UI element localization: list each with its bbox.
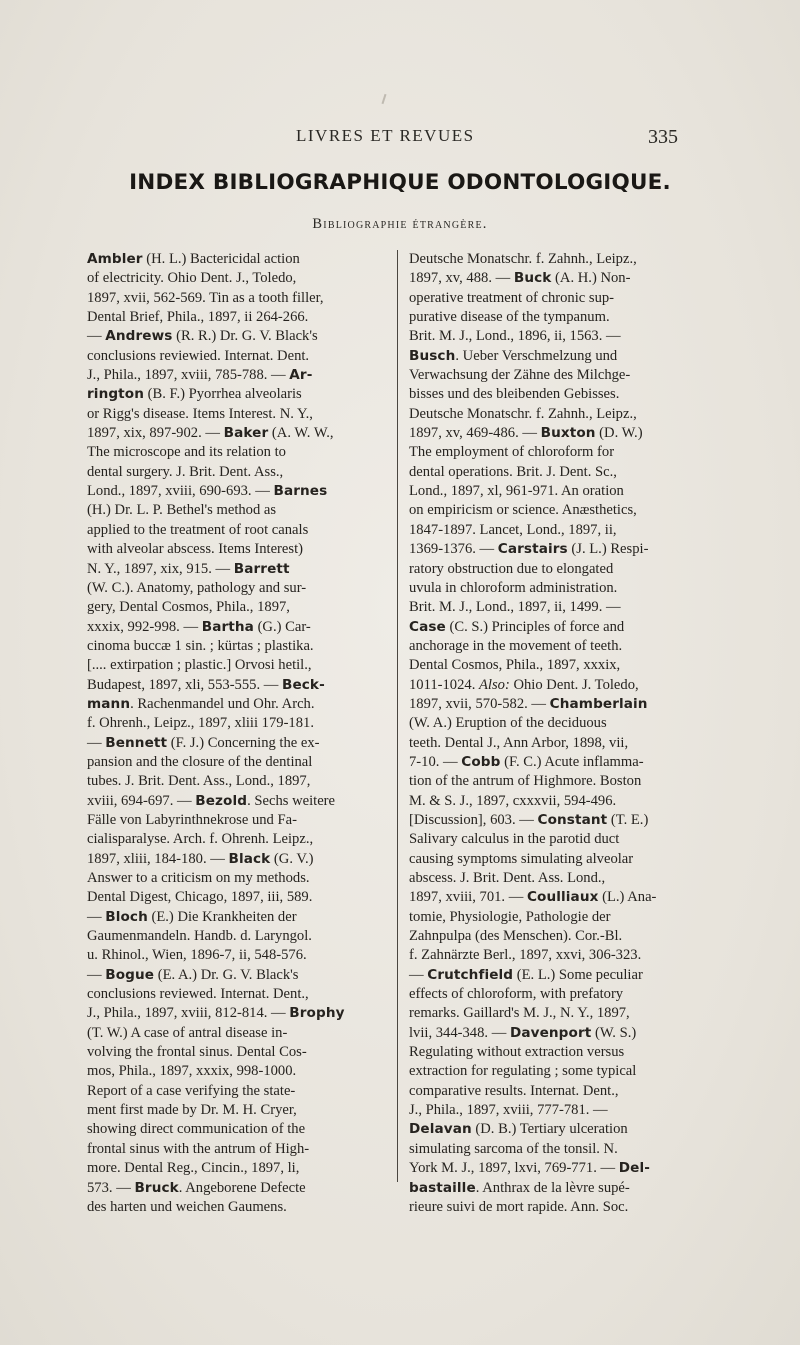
author-name: Constant <box>537 811 608 828</box>
author-name: Buck <box>513 270 552 287</box>
text-run: Regulating without extraction versus <box>409 1044 625 1061</box>
text-run: (B. F.) Pyorrhea alveolaris <box>144 386 302 403</box>
author-name: Black <box>228 850 271 867</box>
text-run: or Rigg's disease. Items Interest. N. Y., <box>87 405 313 422</box>
text-line <box>409 1082 710 1101</box>
text-line <box>409 521 710 540</box>
text-line <box>409 753 710 772</box>
author-name: Case <box>409 618 446 635</box>
text-run: gery, Dental Cosmos, Phila., 1897, <box>87 599 290 616</box>
text-run: (L.) Ana- <box>598 889 657 906</box>
text-line <box>87 443 389 462</box>
text-line <box>409 327 710 346</box>
text-line <box>409 772 710 791</box>
author-name: Ar- <box>289 367 313 384</box>
author-name: Bennett <box>105 734 168 751</box>
text-run: of electricity. Ohio Dent. J., Toledo, <box>87 270 297 287</box>
text-line <box>87 308 389 327</box>
text-line <box>409 811 710 830</box>
text-line <box>87 598 389 617</box>
text-run: bisses und des bleibenden Gebisses. <box>409 386 620 403</box>
text-line <box>87 366 389 385</box>
text-line <box>409 463 710 482</box>
text-line <box>409 850 710 869</box>
text-line <box>409 269 710 288</box>
text-line <box>87 560 389 579</box>
text-line <box>409 908 710 927</box>
text-line <box>87 985 389 1004</box>
text-line <box>87 618 389 637</box>
text-run: ment first made by Dr. M. H. Cryer, <box>87 1102 297 1119</box>
text-line <box>87 501 389 520</box>
author-name: Davenport <box>509 1024 592 1041</box>
author-name: Brophy <box>289 1005 345 1022</box>
text-run: Lond., 1897, xl, 961-971. An oration <box>409 483 624 500</box>
text-line <box>87 405 389 424</box>
text-run: (A. W. W., <box>268 425 334 442</box>
text-run: (R. R.) Dr. G. V. Black's <box>172 328 318 345</box>
text-run: with alveolar abscess. Items Interest) <box>87 541 303 558</box>
text-run: The microscope and its relation to <box>87 444 286 461</box>
text-run: (T. E.) <box>607 811 649 828</box>
text-run: Gaumenmandeln. Handb. d. Laryngol. <box>87 928 312 945</box>
text-line <box>409 618 710 637</box>
text-line <box>409 869 710 888</box>
author-name: Ambler <box>87 251 143 267</box>
text-run: Lond., 1897, xviii, 690-693. — <box>87 483 274 500</box>
text-line <box>409 734 710 753</box>
text-line <box>87 463 389 482</box>
text-line <box>409 443 710 462</box>
text-run: — <box>87 966 106 983</box>
text-line <box>87 424 389 443</box>
text-run: anchorage in the movement of teeth. <box>409 637 623 654</box>
author-name: Bruck <box>134 1179 179 1196</box>
text-line <box>409 656 710 675</box>
author-name: Crutchfield <box>427 966 514 983</box>
author-name: Carstairs <box>497 541 568 558</box>
text-run: 1369-1376. — <box>409 541 498 558</box>
text-line <box>409 637 710 656</box>
text-line <box>409 1062 710 1081</box>
text-run: ratory obstruction due to elongated <box>409 560 614 577</box>
text-run: Zahnpulpa (des Menschen). Cor.-Bl. <box>409 928 623 945</box>
text-run: . Angeborene Defecte <box>178 1179 306 1196</box>
text-line <box>87 482 389 501</box>
text-line <box>87 714 389 733</box>
text-line <box>87 772 389 791</box>
author-name: Coulliaux <box>526 889 599 906</box>
text-line <box>87 579 389 598</box>
text-run: . Ueber Verschmelzung und <box>455 347 618 364</box>
text-run: 1897, xvii, 570-582. — <box>409 695 550 712</box>
text-run: (T. W.) A case of antral disease in- <box>87 1024 288 1041</box>
author-name: Andrews <box>105 328 173 345</box>
text-run: uvula in chloroform administration. <box>409 579 618 596</box>
author-name: Beck- <box>281 676 325 693</box>
text-line <box>87 385 389 404</box>
text-line <box>409 366 710 385</box>
text-run: conclusions reviewied. Internat. Dent. <box>87 347 310 364</box>
text-line <box>87 927 389 946</box>
text-run: 1897, xvii, 562-569. Tin as a tooth filler, <box>87 289 324 306</box>
text-line <box>87 250 389 269</box>
text-run: (C. S.) Principles of force and <box>445 618 625 635</box>
text-line <box>87 1082 389 1101</box>
text-line <box>87 908 389 927</box>
author-name: Barrett <box>233 560 290 577</box>
text-run: [.... extirpation ; plastic.] Orvosi hetil., <box>87 657 312 674</box>
text-run: 1897, xv, 488. — <box>409 270 514 287</box>
text-line <box>409 347 710 366</box>
text-line <box>87 1043 389 1062</box>
right-column <box>409 250 710 1217</box>
text-run: Dental Brief, Phila., 1897, ii 264-266. <box>87 309 309 326</box>
text-line <box>409 405 710 424</box>
text-line <box>87 888 389 907</box>
text-line <box>87 1024 389 1043</box>
text-line <box>409 792 710 811</box>
text-run: (E. L.) Some peculiar <box>513 966 643 983</box>
text-line <box>87 1004 389 1023</box>
text-run: cialisparalyse. Arch. f. Ohrenh. Leipz., <box>87 831 314 848</box>
running-head <box>0 126 800 148</box>
author-name: Delavan <box>409 1121 472 1138</box>
text-line <box>409 1004 710 1023</box>
text-run: showing direct communication of the <box>87 1121 306 1138</box>
text-run: (E. A.) Dr. G. V. Black's <box>154 966 299 983</box>
text-line <box>409 888 710 907</box>
text-run: Dental Digest, Chicago, 1897, iii, 589. <box>87 889 313 906</box>
text-run: [Discussion], 603. — <box>409 811 538 828</box>
text-line <box>409 250 710 269</box>
text-run: frontal sinus with the antrum of High- <box>87 1140 310 1157</box>
text-run: — <box>87 328 106 345</box>
italic-text: Also: <box>479 676 510 693</box>
text-run: Deutsche Monatschr. f. Zahnh., Leipz., <box>409 405 637 422</box>
text-line <box>409 482 710 501</box>
text-run: J., Phila., 1897, xviii, 785-788. — <box>87 367 290 384</box>
text-line <box>409 1120 710 1139</box>
text-line <box>87 1120 389 1139</box>
text-line <box>87 734 389 753</box>
text-line <box>409 985 710 1004</box>
text-run: (J. L.) Respi- <box>567 541 649 558</box>
text-run: 1897, xv, 469-486. — <box>409 425 541 442</box>
text-run: N. Y., 1897, xix, 915. — <box>87 560 234 577</box>
text-run: (F. C.) Acute inflamma- <box>500 753 644 770</box>
text-run: (F. J.) Concerning the ex- <box>167 734 320 751</box>
text-run: (H. L.) Bactericidal action <box>142 251 300 267</box>
text-line <box>87 753 389 772</box>
author-name: Busch <box>409 347 456 364</box>
text-run: 1897, xliii, 184-180. — <box>87 850 229 867</box>
text-line <box>409 966 710 985</box>
text-run: operative treatment of chronic sup- <box>409 289 615 306</box>
text-run: f. Ohrenh., Leipz., 1897, xliii 179-181. <box>87 715 314 732</box>
text-run: . Rachenmandel und Ohr. Arch. <box>130 695 315 712</box>
text-line <box>409 714 710 733</box>
text-line <box>409 289 710 308</box>
text-run: rieure suivi de mort rapide. Ann. Soc. <box>409 1198 629 1215</box>
text-run: applied to the treatment of root canals <box>87 521 309 538</box>
text-run: Brit. M. J., Lond., 1896, ii, 1563. — <box>409 328 621 345</box>
text-line <box>87 540 389 559</box>
author-name: Baker <box>223 425 269 442</box>
text-run: The employment of chloroform for <box>409 444 615 461</box>
text-run: tomie, Physiologie, Pathologie der <box>409 908 611 925</box>
author-name: Bogue <box>105 966 155 983</box>
text-run: more. Dental Reg., Cincin., 1897, li, <box>87 1160 300 1177</box>
text-line <box>409 830 710 849</box>
text-run: causing symptoms simulating alveolar <box>409 850 634 867</box>
text-run: xviii, 694-697. — <box>87 792 196 809</box>
text-run: simulating sarcoma of the tonsil. N. <box>409 1140 618 1157</box>
text-run: Fälle von Labyrinthnekrose und Fa- <box>87 811 297 828</box>
text-line <box>409 1043 710 1062</box>
text-run: (G.) Car- <box>253 618 311 635</box>
page-number: 335 <box>648 126 678 148</box>
text-line <box>409 579 710 598</box>
text-line <box>87 946 389 965</box>
text-run: — <box>87 908 106 925</box>
text-run: York M. J., 1897, lxvi, 769-771. — <box>409 1160 619 1177</box>
text-line <box>87 811 389 830</box>
author-name: Buxton <box>540 425 596 442</box>
text-run: teeth. Dental J., Ann Arbor, 1898, vii, <box>409 734 629 751</box>
text-run: (G. V.) <box>270 850 314 867</box>
text-line <box>87 289 389 308</box>
text-line <box>409 598 710 617</box>
text-run: on empiricism or science. Anæsthetics, <box>409 502 637 519</box>
text-run: purative disease of the tympanum. <box>409 309 610 326</box>
text-run: (W. S.) <box>591 1024 637 1041</box>
text-run: (D. W.) <box>595 425 643 442</box>
text-run: conclusions reviewed. Internat. Dent., <box>87 986 309 1003</box>
text-line <box>87 1198 389 1217</box>
text-line <box>87 1140 389 1159</box>
text-run: Ohio Dent. J. Toledo, <box>509 676 639 693</box>
text-line <box>409 927 710 946</box>
text-run: (D. B.) Tertiary ulceration <box>471 1121 628 1138</box>
text-run: tubes. J. Brit. Dent. Ass., Lond., 1897, <box>87 773 311 790</box>
text-run: (W. C.). Anatomy, pathology and sur- <box>87 579 307 596</box>
text-line <box>87 676 389 695</box>
running-title: LIVRES ET REVUES <box>296 126 475 145</box>
text-line <box>409 946 710 965</box>
text-run: 1011-1024. <box>409 676 479 693</box>
author-name: rington <box>87 386 144 403</box>
author-name: Chamberlain <box>549 695 648 712</box>
text-line <box>409 385 710 404</box>
author-name: Bartha <box>201 618 254 635</box>
left-column <box>87 250 389 1217</box>
author-name: Cobb <box>461 753 501 770</box>
text-line <box>87 1101 389 1120</box>
text-run: Answer to a criticism on my methods. <box>87 870 310 886</box>
page-title: INDEX BIBLIOGRAPHIQUE ODONTOLOGIQUE. <box>129 170 671 195</box>
author-name: Bloch <box>105 908 148 925</box>
text-run: u. Rhinol., Wien, 1896-7, ii, 548-576. <box>87 947 307 964</box>
text-run: 7-10. — <box>409 753 462 770</box>
text-run: (A. H.) Non- <box>551 270 631 287</box>
text-run: — <box>409 966 428 983</box>
text-line <box>87 1062 389 1081</box>
text-run: (E.) Die Krankheiten der <box>147 908 297 925</box>
pencil-mark <box>382 94 387 104</box>
text-run: extraction for regulating ; some typical <box>409 1063 637 1080</box>
text-run: Report of a case verifying the state- <box>87 1082 296 1099</box>
text-run: (W. A.) Eruption of the deciduous <box>409 715 607 732</box>
text-run: 1847-1897. Lancet, Lond., 1897, ii, <box>409 521 617 538</box>
text-run: Budapest, 1897, xli, 553-555. — <box>87 676 282 693</box>
text-line <box>87 869 389 888</box>
text-line <box>87 830 389 849</box>
text-run: volving the frontal sinus. Dental Cos- <box>87 1044 307 1061</box>
text-run: 573. — <box>87 1179 135 1196</box>
text-line <box>409 501 710 520</box>
text-run: Verwachsung der Zähne des Milchge- <box>409 367 631 384</box>
text-run: Deutsche Monatschr. f. Zahnh., Leipz., <box>409 251 637 267</box>
text-line <box>409 424 710 443</box>
text-run: f. Zahnärzte Berl., 1897, xxvi, 306-323. <box>409 947 642 964</box>
author-name: Bezold <box>195 792 248 809</box>
column-divider <box>397 250 398 1182</box>
text-run: tion of the antrum of Highmore. Boston <box>409 773 642 790</box>
text-line <box>87 695 389 714</box>
text-run: dental surgery. J. Brit. Dent. Ass., <box>87 463 284 480</box>
text-run: Salivary calculus in the parotid duct <box>409 831 620 848</box>
text-run: lvii, 344-348. — <box>409 1024 510 1041</box>
text-line <box>87 637 389 656</box>
text-line <box>87 327 389 346</box>
text-line <box>87 1179 389 1198</box>
text-line <box>409 1140 710 1159</box>
text-run: M. & S. J., 1897, cxxxvii, 594-496. <box>409 792 617 809</box>
text-line <box>409 1179 710 1198</box>
text-run: (H.) Dr. L. P. Bethel's method as <box>87 502 277 519</box>
text-run: mos, Phila., 1897, xxxix, 998-1000. <box>87 1063 297 1080</box>
text-line <box>409 560 710 579</box>
author-name: Del- <box>618 1160 650 1177</box>
text-run: des harten und weichen Gaumens. <box>87 1198 287 1215</box>
text-run: Brit. M. J., Lond., 1897, ii, 1499. — <box>409 599 621 616</box>
text-run: . Anthrax de la lèvre supé- <box>475 1179 630 1196</box>
text-run: J., Phila., 1897, xviii, 777-781. — <box>409 1102 608 1119</box>
text-line <box>87 1159 389 1178</box>
text-run: — <box>87 734 106 751</box>
text-line <box>87 850 389 869</box>
text-run: remarks. Gaillard's M. J., N. Y., 1897, <box>409 1005 630 1022</box>
text-line <box>409 676 710 695</box>
text-line <box>409 695 710 714</box>
text-run: 1897, xix, 897-902. — <box>87 425 224 442</box>
text-run: cinoma buccæ 1 sin. ; kürtas ; plastika. <box>87 637 314 654</box>
text-line <box>87 792 389 811</box>
text-run: effects of chloroform, with prefatory <box>409 986 624 1003</box>
text-line <box>409 1159 710 1178</box>
author-name: mann <box>87 695 131 712</box>
text-run: pansion and the closure of the dentinal <box>87 753 313 770</box>
text-line <box>87 521 389 540</box>
text-line <box>409 308 710 327</box>
text-line <box>87 656 389 675</box>
text-line <box>409 540 710 559</box>
text-run: . Sechs weitere <box>247 792 336 809</box>
text-run: 1897, xviii, 701. — <box>409 889 527 906</box>
text-line <box>87 966 389 985</box>
author-name: bastaille <box>409 1179 476 1196</box>
text-line <box>409 1101 710 1120</box>
text-line <box>87 269 389 288</box>
text-run: dental operations. Brit. J. Dent. Sc., <box>409 463 617 480</box>
text-line <box>409 1024 710 1043</box>
text-run: abscess. J. Brit. Dent. Ass. Lond., <box>409 870 606 886</box>
text-run: xxxix, 992-998. — <box>87 618 202 635</box>
text-run: J., Phila., 1897, xviii, 812-814. — <box>87 1005 290 1022</box>
author-name: Barnes <box>273 483 328 500</box>
text-line <box>87 347 389 366</box>
text-run: comparative results. Internat. Dent., <box>409 1082 619 1099</box>
text-run: Dental Cosmos, Phila., 1897, xxxix, <box>409 657 621 674</box>
section-subtitle: Bibliographie étrangère. <box>312 216 488 232</box>
text-line <box>409 1198 710 1217</box>
